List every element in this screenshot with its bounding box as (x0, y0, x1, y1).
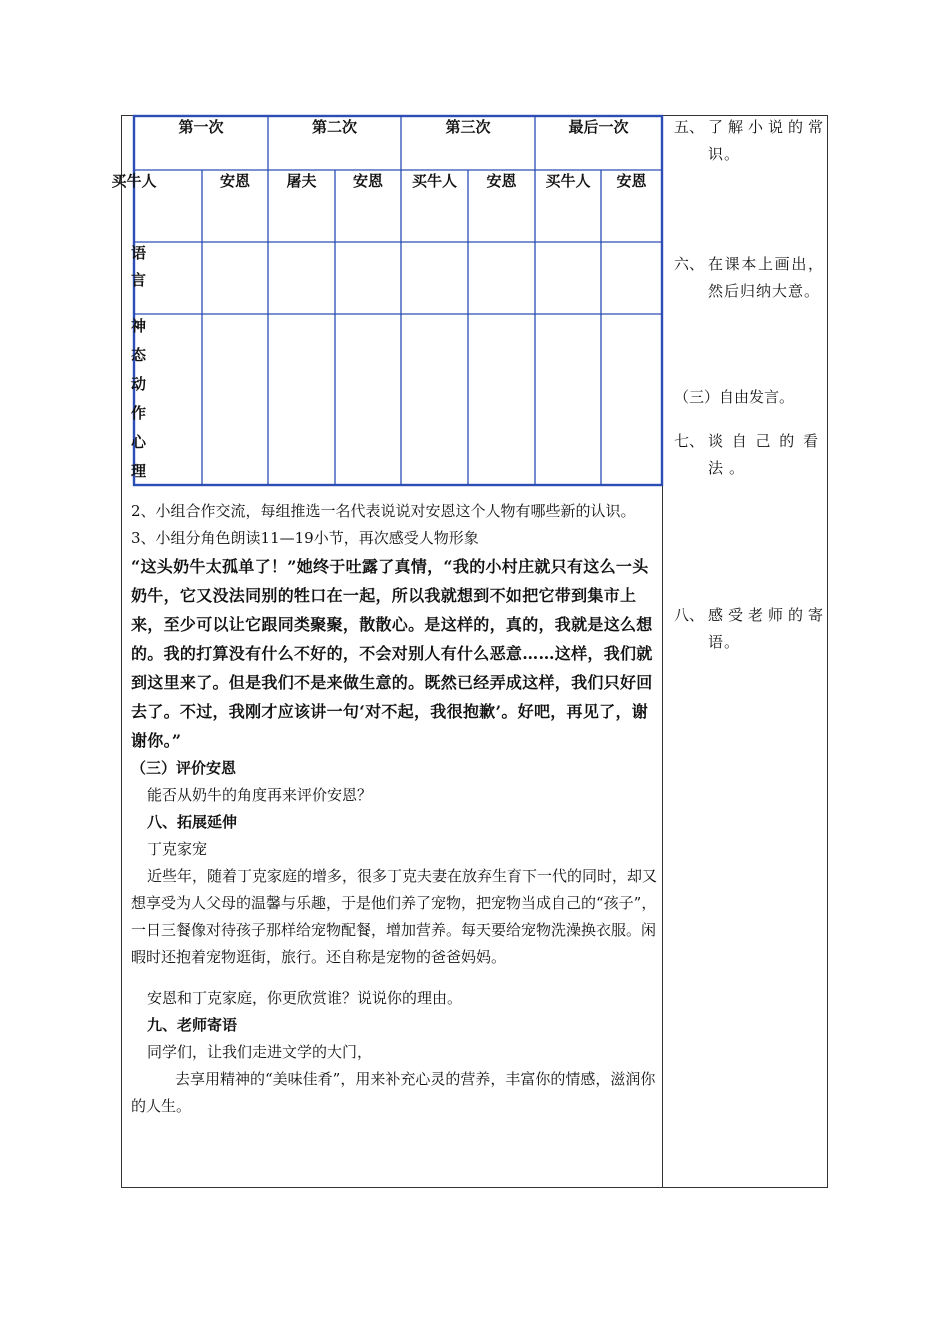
right-item-8 (674, 602, 824, 656)
item-text: 感受老师的寄语。 (708, 606, 824, 651)
row-label-language (131, 240, 151, 294)
heading-teacher: 九、老师寄语 (147, 1016, 238, 1034)
dink-paragraph: 近些年，随着丁克家庭的增多，很多丁克夫妻在放弃生育下一代的同时，却又想享受为人父母的温馨与乐趣，于是他们养了宠物，把宠物当成自己的“孩子”，一日三餐像对待孩子那样给宠物配餐，增加营养。每天要给宠物洗澡换衣服。闲暇时还抱着宠物逛街，旅行。还自称是宠物的爸爸妈妈。 (131, 867, 658, 966)
row-label-char: 神 (131, 317, 147, 335)
compare-question: 安恩和丁克家庭，你更欣赏谁？说说你的理由。 (147, 989, 463, 1007)
row-label-expression (131, 312, 151, 486)
evaluate-question: 能否从奶牛的角度再来评价安恩？ (147, 786, 373, 804)
item-text: （三）自由发言。 (674, 388, 795, 406)
main-content (131, 498, 657, 1120)
row-label-char: 言 (131, 271, 147, 289)
item-number: 六、 (674, 255, 705, 273)
subheader-butcher: 屠夫 (286, 172, 317, 190)
subheader-buyer: 买牛人 (411, 172, 457, 190)
row-label-char: 心 (131, 433, 147, 451)
step-3-text: 3、小组分角色朗读11—19小节，再次感受人物形象 (131, 529, 479, 547)
heading-extend: 八、拓展延伸 (147, 813, 238, 831)
item-text: 了解小说的常识。 (708, 118, 824, 163)
subheader-anen: 安恩 (352, 172, 383, 190)
subheader-buyer: 买牛人 (545, 172, 591, 190)
subheader-anen: 安恩 (616, 172, 647, 190)
right-item-3 (674, 384, 824, 411)
teacher-line-2: 去享用精神的“美味佳肴”，用来补充心灵的营养，丰富你的情感，滋润你的人生。 (131, 1070, 656, 1115)
item-text: 在课本上画出，然后归纳大意。 (708, 255, 824, 300)
row-label-char: 态 (131, 346, 147, 364)
row-label-char: 动 (131, 375, 147, 393)
header-last: 最后一次 (568, 118, 629, 136)
item-number: 八、 (674, 606, 705, 624)
dink-title: 丁克家宠 (147, 840, 208, 858)
header-third: 第三次 (445, 118, 491, 136)
teacher-line-1: 同学们，让我们走进文学的大门， (147, 1043, 373, 1061)
row-label-char: 作 (131, 404, 147, 422)
right-item-6 (674, 251, 824, 305)
row-label-char: 语 (131, 244, 147, 262)
header-second: 第二次 (311, 118, 357, 136)
heading-evaluate: （三）评价安恩 (131, 759, 237, 777)
item-number: 七、 (674, 432, 705, 450)
header-first: 第一次 (178, 118, 224, 136)
subheader-anen: 安恩 (486, 172, 517, 190)
subheader-buyer: 买牛人 (111, 172, 157, 190)
right-item-7 (674, 428, 824, 482)
item-text: 谈自己的看法。 (708, 432, 824, 477)
right-item-5 (674, 114, 824, 168)
quote-passage: “这头奶牛太孤单了！”她终于吐露了真情，“我的小村庄就只有这么一头奶牛，它又没法同别的牲口在一起，所以我就想到不如把它带到集市上来，至少可以让它跟同类聚聚，散散心。是这样的，真的，我就是这么想的。我的打算没有什么不好的，不会对别人有什么恶意……这样，我们就到这里来了。但是我们不是来做生意的。既然已经弄成这样，我们只好回去了。不过，我刚才应该讲一句‘对不起，我很抱歉’。好吧，再见了，谢谢你。” (131, 557, 653, 750)
step-2-text: 2、小组合作交流，每组推选一名代表说说对安恩这个人物有哪些新的认识。 (131, 502, 636, 520)
subheader-anen: 安恩 (219, 172, 250, 190)
row-label-char: 理 (131, 462, 147, 480)
item-number: 五、 (674, 118, 705, 136)
